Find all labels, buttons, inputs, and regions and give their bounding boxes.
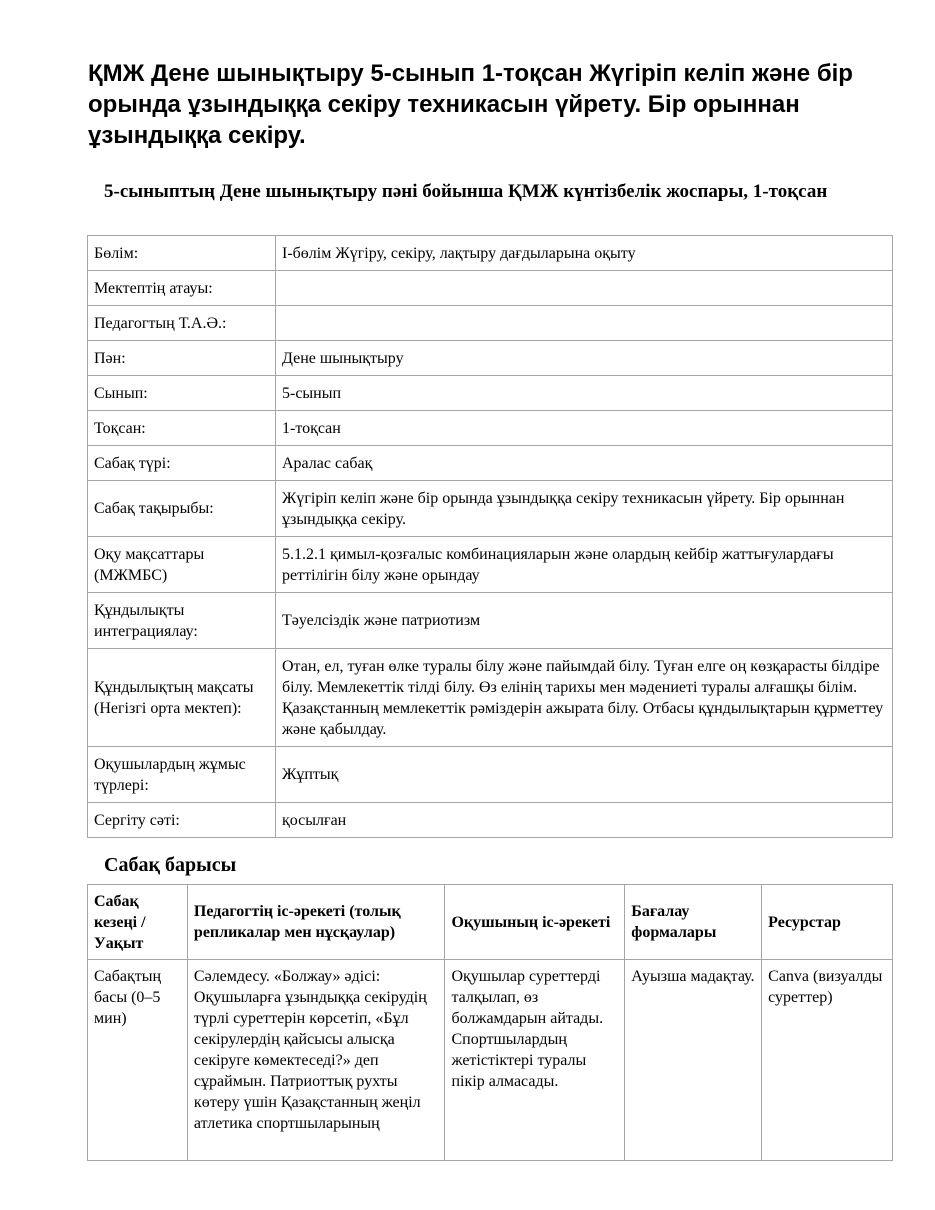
row-label: Тоқсан: <box>88 411 276 446</box>
table-row <box>88 306 893 341</box>
table-row <box>88 593 893 649</box>
column-header: Оқушының іс-әрекеті <box>445 885 625 960</box>
document-subtitle: 5-сыныптың Дене шынықтыру пәні бойынша ҚМЖ күнтізбелік жоспары, 1-тоқсан <box>104 181 828 202</box>
row-label: Сабақ түрі: <box>88 446 276 481</box>
table-row <box>88 376 893 411</box>
table-row <box>88 341 893 376</box>
row-label: Мектептің атауы: <box>88 271 276 306</box>
column-header: Сабақ кезеңі / Уақыт <box>88 885 188 960</box>
row-value: 1-тоқсан <box>276 411 893 446</box>
table-row <box>88 481 893 537</box>
table-row <box>88 271 893 306</box>
row-label: Педагогтың Т.А.Ә.: <box>88 306 276 341</box>
column-header: Педагогтің іс-әрекеті (толық репликалар мен нұсқаулар) <box>187 885 445 960</box>
row-value: Тәуелсіздік және патриотизм <box>276 593 893 649</box>
table-row <box>88 649 893 747</box>
document-title: ҚМЖ Дене шынықтыру 5-сынып 1-тоқсан Жүгіріп келіп және бір орында ұзындыққа секіру техникасын үйрету. Бір орыннан ұзындыққа секіру. <box>88 60 853 149</box>
row-label: Сергіту сәті: <box>88 803 276 838</box>
row-value: Жүгіріп келіп және бір орында ұзындыққа секіру техникасын үйрету. Бір орыннан ұзындыққа секіру. <box>276 481 893 537</box>
row-value: Отан, ел, туған өлке туралы білу және пайымдай білу. Туған елге оң көзқарасты білдіре білу. Мемлекеттік тілді білу. Өз елінің тарихы мен мәдениеті туралы алғашқы білім. Қазақстанның мемлекеттік рәміздерін ажырата білу. Отбасы құндылықтарын құрметтеу және қабылдау. <box>276 649 893 747</box>
table-row <box>88 537 893 593</box>
row-value <box>276 306 893 341</box>
column-header: Бағалау формалары <box>625 885 762 960</box>
column-header: Ресурстар <box>762 885 893 960</box>
table-cell: Canva (визуалды суреттер) <box>762 960 893 1161</box>
row-value: Аралас сабақ <box>276 446 893 481</box>
row-value: Дене шынықтыру <box>276 341 893 376</box>
row-value: 5.1.2.1 қимыл-қозғалыс комбинацияларын және олардың кейбір жаттығулардағы реттілігін білу және орындау <box>276 537 893 593</box>
table-cell: Ауызша мадақтау. <box>625 960 762 1161</box>
row-label: Оқу мақсаттары (МЖМБС) <box>88 537 276 593</box>
row-label: Оқушылардың жұмыс түрлері: <box>88 747 276 803</box>
lesson-flow-table <box>87 884 893 1161</box>
row-label: Сынып: <box>88 376 276 411</box>
row-label: Пән: <box>88 341 276 376</box>
row-value: 5-сынып <box>276 376 893 411</box>
table-row <box>88 960 893 1161</box>
row-value <box>276 271 893 306</box>
row-label: Құндылықтың мақсаты (Негізгі орта мектеп): <box>88 649 276 747</box>
table-row <box>88 236 893 271</box>
table-row <box>88 411 893 446</box>
row-label: Құндылықты интеграциялау: <box>88 593 276 649</box>
lesson-info-table <box>87 235 893 838</box>
table-header-row <box>88 885 893 960</box>
row-label: Сабақ тақырыбы: <box>88 481 276 537</box>
table-cell: Сәлемдесу. «Болжау» әдісі: Оқушыларға ұзындыққа секірудің түрлі суреттерін көрсетіп, «Бұл секірулердің қайсысы алысқа секіруге көмектеседі?» деп сұраймын. Патриоттық рухты көтеру үшін Қазақстанның жеңіл атлетика спортшыларының <box>187 960 445 1161</box>
table-row <box>88 446 893 481</box>
row-value: Жұптық <box>276 747 893 803</box>
row-label: Бөлім: <box>88 236 276 271</box>
row-value: қосылған <box>276 803 893 838</box>
table-row <box>88 803 893 838</box>
table-cell: Оқушылар суреттерді талқылап, өз болжамдарын айтады. Спортшылардың жетістіктері туралы пікір алмасады. <box>445 960 625 1161</box>
table-cell: Сабақтың басы (0–5 мин) <box>88 960 188 1161</box>
lesson-flow-heading: Сабақ барысы <box>104 854 237 876</box>
row-value: I-бөлім Жүгіру, секіру, лақтыру дағдыларына оқыту <box>276 236 893 271</box>
table-row <box>88 747 893 803</box>
